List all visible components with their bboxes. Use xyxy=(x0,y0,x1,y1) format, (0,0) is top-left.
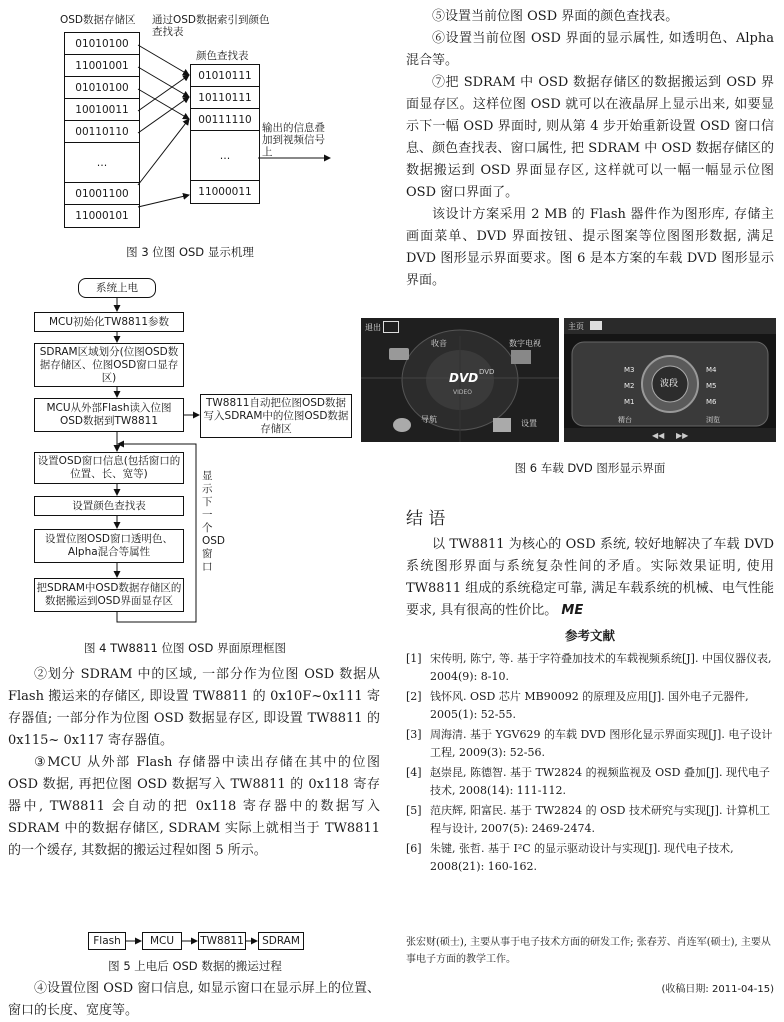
preset-m1[interactable]: M1 xyxy=(624,398,635,406)
paragraph: ⑤设置当前位图 OSD 界面的颜色查找表。 xyxy=(432,9,679,24)
globe-icon[interactable] xyxy=(393,418,411,432)
preset-m4[interactable]: M4 xyxy=(706,366,717,374)
home-icon[interactable] xyxy=(590,321,602,330)
fig6-caption: 图 6 车载 DVD 图形显示界面 xyxy=(514,461,666,475)
settings-label[interactable]: 设置 xyxy=(521,419,537,428)
lut-cell: 10110111 xyxy=(191,87,259,109)
storage-cell: 01010100 xyxy=(65,77,139,99)
right-column-text xyxy=(406,6,774,292)
fine-tune-button[interactable]: 精台 xyxy=(618,416,632,424)
prev-icon[interactable]: ◀◀ xyxy=(652,431,665,440)
storage-cell: 11000101 xyxy=(75,210,129,222)
reference-item: [4] 赵崇昆, 陈德智. 基于 TW2824 的视频监视及 OSD 叠加[J]. 现代电子技术, 2008(14): 111-112. xyxy=(406,766,770,797)
flow-step-read-flash: MCU从外部Flash读入位图OSD数据到TW8811 xyxy=(34,398,184,432)
fig4-arrows xyxy=(0,0,360,640)
radio-icon[interactable] xyxy=(389,348,409,360)
preset-m6[interactable]: M6 xyxy=(706,398,717,406)
storage-cell: 01001100 xyxy=(65,183,139,205)
back-icon[interactable] xyxy=(383,321,399,333)
conclusion-text xyxy=(406,534,774,622)
storage-cell: … xyxy=(65,143,139,183)
left-column-tail xyxy=(8,978,380,1022)
reference-item: [5] 范庆辉, 阳富民. 基于 TW2824 的 OSD 技术研究与实现[J]. 计算机工程与设计, 2007(5): 2469-2474. xyxy=(406,804,770,835)
storage-cell: 10010011 xyxy=(65,99,139,121)
video-label: VIDEO xyxy=(453,389,473,396)
radio-label[interactable]: 收音 xyxy=(431,339,447,348)
lut-cell: … xyxy=(191,131,259,181)
fig5-flash: Flash xyxy=(88,932,126,950)
reference-item: [2] 钱怀风. OSD 芯片 MB90092 的原理及应用[J]. 国外电子元器件, 2005(1): 52-55. xyxy=(406,690,749,721)
fig3-caption: 图 3 位图 OSD 显示机理 xyxy=(126,245,254,259)
paragraph: ⑦把 SDRAM 中 OSD 数据存储区的数据搬运到 OSD 界面显存区。这样位图 OSD 就可以在液晶屏上显示出来, 如要显示下一幅 OSD 界面时, 则从第 4 步开始重新设置 OSD 窗口信息、颜色查找表、窗口属性, 把 SDRAM 中 OSD 数据存储区的数据搬运到 OSD 界面显存区, 这样就可以一幅一幅显示位图 OSD 窗口界面了。 xyxy=(406,75,774,200)
flow-side-auto-write: TW8811自动把位图OSD数据写入SDRAM中的位图OSD数据存储区 xyxy=(200,394,352,438)
paragraph: ③MCU 从外部 Flash 存储器中读出存储在其中的位图 OSD 数据, 再把位图 OSD 数据写入 TW8811 的 0x118 寄存器中, TW8811 会自动的把 0x118 寄存器中的数据写入 SDRAM 中的数据存储区, SDRAM 实际上就相当于 TW8811 的一个缓存, 其数据的搬运过程如图 5 所示。 xyxy=(8,755,380,858)
reference-item: [1] 宋传明, 陈宁, 等. 基于字符叠加技术的车载视频系统[J]. 中国仪器仪表, 2004(9): 8-10. xyxy=(406,652,772,683)
fig5-arrows xyxy=(0,920,320,960)
fig3-index-label: 通过OSD数据索引到颜色查找表 xyxy=(152,14,270,38)
fig3-lut-label: 颜色查找表 xyxy=(196,50,249,62)
fig3-storage-label: OSD数据存储区 xyxy=(60,14,136,26)
lut-cell: 00111110 xyxy=(191,109,259,131)
preset-m2[interactable]: M2 xyxy=(624,382,635,390)
flow-step-window-info: 设置OSD窗口信息(包括窗口的位置、长、宽等) xyxy=(34,452,184,484)
paragraph: ⑥设置当前位图 OSD 界面的显示属性, 如透明色、Alpha 混合等。 xyxy=(406,31,774,68)
fig5-mcu: MCU xyxy=(142,932,182,950)
fig5-sdram: SDRAM xyxy=(258,932,304,950)
preset-m3[interactable]: M3 xyxy=(624,366,635,374)
reference-item: [6] 朱键, 张哲. 基于 I²C 的显示驱动设计与实现[J]. 现代电子技术, 2008(21): 160-162. xyxy=(406,842,734,873)
paragraph: ②划分 SDRAM 中的区域, 一部分作为位图 OSD 数据从 Flash 搬运来的存储区, 即设置 TW8811 的 0x10F~0x111 寄存器值; 一部分作为位图 OSD 数据显存区, 即设置 TW8811 的 0x115~ 0x117 寄存器值。 xyxy=(8,667,380,748)
left-column-text xyxy=(8,664,380,862)
references-title: 参考文献 xyxy=(564,628,615,643)
paragraph: ④设置位图 OSD 窗口信息, 如显示窗口在显示屏上的位置、窗口的长度、宽度等。 xyxy=(8,981,380,1018)
flow-start: 系统上电 xyxy=(78,278,156,298)
flow-step-copy: 把SDRAM中OSD数据存储区的数据搬运到OSD界面显存区 xyxy=(34,578,184,612)
flow-step-init: MCU初始化TW8811参数 xyxy=(34,312,184,332)
back-label[interactable]: 退出 xyxy=(365,323,381,332)
tv-icon[interactable] xyxy=(511,350,531,364)
lut-cell: 01010111 xyxy=(191,65,259,87)
author-info: 张宏财(硕士), 主要从事于电子技术方面的研发工作; 张春芳、肖连军(硕士), 主要从事电子方面的教学工作。 xyxy=(406,937,771,965)
paragraph: 该设计方案采用 2 MB 的 Flash 器件作为图形库, 存储主画面菜单、DVD 界面按钮、提示图案等位图图形数据, 满足 DVD 图形显示界面要求。图 6 是本方案的车载 DVD 图形显示界面。 xyxy=(406,207,774,288)
fig4-loop-label: 显示下一个OSD窗口 xyxy=(202,470,226,573)
dvd-logo[interactable]: DVD xyxy=(449,371,479,385)
flow-step-lut: 设置颜色查找表 xyxy=(34,496,184,516)
storage-cell: 01010100 xyxy=(65,33,139,55)
home-label[interactable]: 主页 xyxy=(568,322,584,331)
dvd-label: DVD xyxy=(479,368,495,376)
radio-screen xyxy=(564,318,776,442)
references-list xyxy=(406,650,774,878)
received-date: (收稿日期: 2011-04-15) xyxy=(661,984,774,995)
nav-label[interactable]: 导航 xyxy=(421,415,437,424)
lut-cell: 11000011 xyxy=(198,186,252,198)
fig4-caption: 图 4 TW8811 位图 OSD 界面原理框图 xyxy=(84,641,286,655)
end-mark-logo: ME xyxy=(561,603,584,618)
dvd-main-menu-screen xyxy=(361,318,559,442)
section-title-conclusion: 结 语 xyxy=(406,509,446,529)
fig5-tw8811: TW8811 xyxy=(198,932,246,950)
browse-button[interactable]: 浏览 xyxy=(706,416,720,424)
storage-cell: 00110110 xyxy=(65,121,139,143)
fig3-output-label: 输出的信息叠加到视频信号上 xyxy=(262,122,325,158)
reference-item: [3] 周海清. 基于 YGV629 的车载 DVD 图形化显示界面实现[J]. 电子设计工程, 2009(3): 52-56. xyxy=(406,728,773,759)
storage-cell: 11001001 xyxy=(65,55,139,77)
preset-m5[interactable]: M5 xyxy=(706,382,717,390)
next-icon[interactable]: ▶▶ xyxy=(676,431,689,440)
band-button[interactable]: 波段 xyxy=(660,379,679,389)
flow-step-partition: SDRAM区域划分(位图OSD数据存储区、位图OSD窗口显存区) xyxy=(34,343,184,387)
gear-icon[interactable] xyxy=(493,418,511,432)
fig5-caption: 图 5 上电后 OSD 数据的搬运过程 xyxy=(108,959,282,973)
conclusion-body: 以 TW8811 为核心的 OSD 系统, 较好地解决了车载 DVD 系统图形界面与系统复杂性间的矛盾。实际效果证明, 使用 TW8811 组成的系统稳定可靠, 满足车载系统的机械、电气性能要求, 具有很高的性价比。 xyxy=(406,537,774,618)
tv-label[interactable]: 数字电视 xyxy=(509,339,541,348)
flow-step-attributes: 设置位图OSD窗口透明色、Alpha混合等属性 xyxy=(34,529,184,563)
